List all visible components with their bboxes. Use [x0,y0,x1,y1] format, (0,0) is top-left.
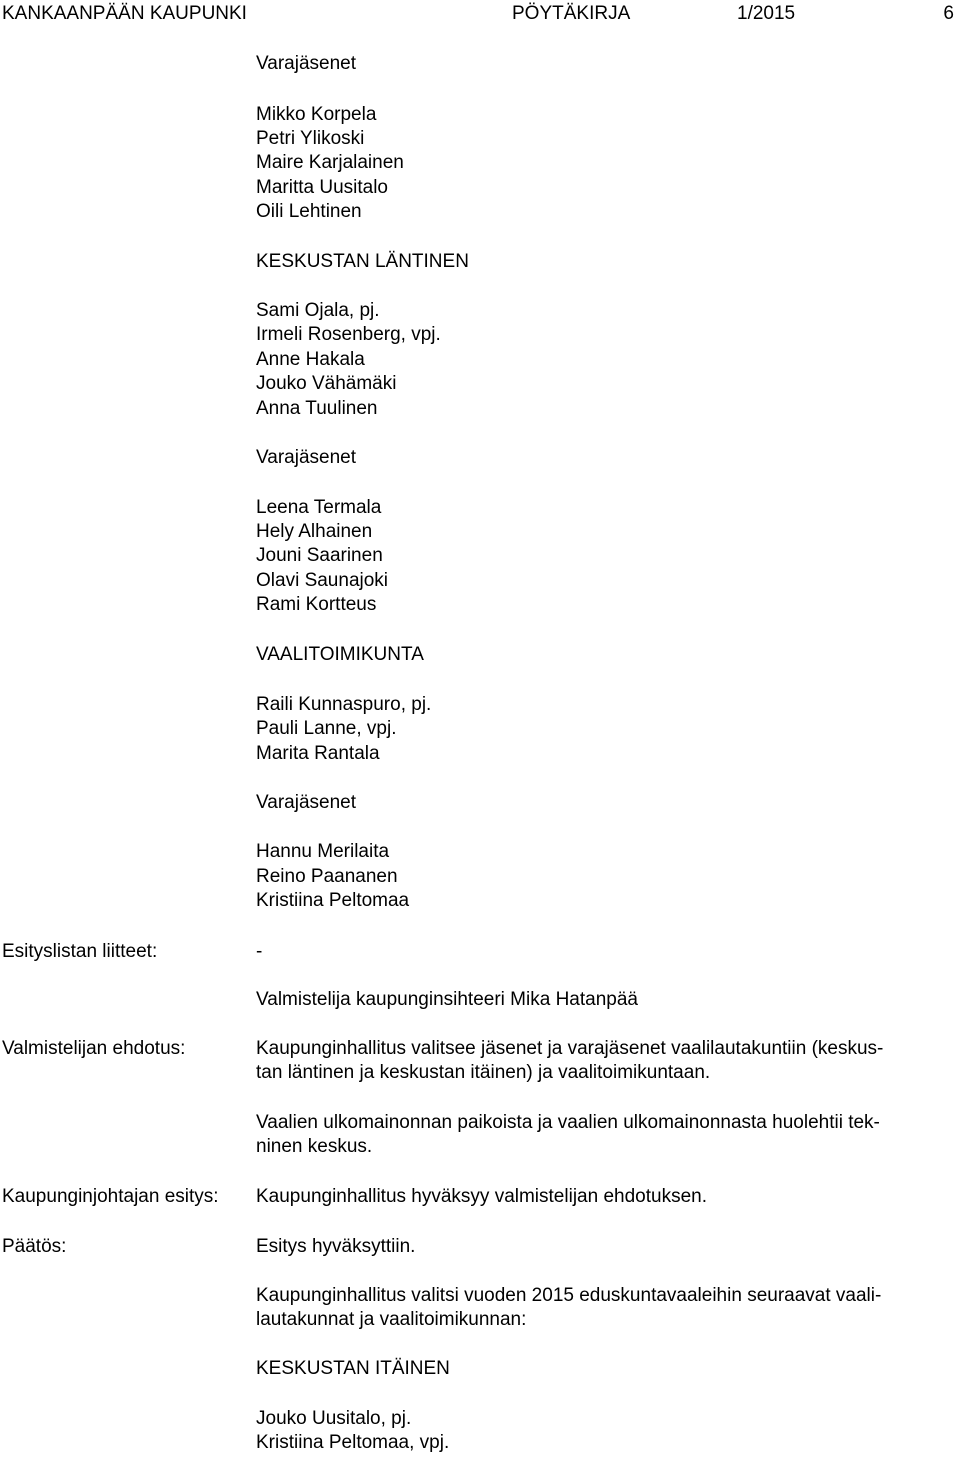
paragraph-line: Kaupunginhallitus valitsi vuoden 2015 eduskuntavaaleihin seuraavat vaali- [256,1285,882,1306]
paragraph-line: Kaupunginhallitus valitsee jäsenet ja varajäsenet vaalilautakuntiin (keskus- [256,1038,884,1059]
deputy-name: Mikko Korpela [256,104,377,125]
deputy-name: Jouni Saarinen [256,545,383,566]
document-type: PÖYTÄKIRJA [512,3,631,24]
deputy-name: Maire Karjalainen [256,152,404,173]
member-name: Sami Ojala, pj. [256,300,380,321]
deputy-name: Rami Kortteus [256,594,377,615]
member-name: Irmeli Rosenberg, vpj. [256,324,441,345]
proposal-paragraph [256,1037,956,1085]
deputies-heading: Varajäsenet [256,53,356,74]
decision-text: Esitys hyväksyttiin. [256,1236,416,1257]
deputy-name: Leena Termala [256,497,382,518]
deputy-name: Olavi Saunajoki [256,570,389,591]
member-name: Jouko Uusitalo, pj. [256,1408,412,1429]
organization-name: KANKAANPÄÄN KAUPUNKI [2,3,247,24]
deputy-name: Maritta Uusitalo [256,177,388,198]
page-number: 6 [943,3,954,24]
preparer-text: Valmistelija kaupunginsihteeri Mika Hatanpää [256,989,638,1010]
deputy-name: Hely Alhainen [256,521,373,542]
committee-heading: VAALITOIMIKUNTA [256,644,424,665]
decision-paragraph [256,1284,956,1332]
paragraph-line: Vaalien ulkomainonnan paikoista ja vaalien ulkomainonnasta huolehtii tek- [256,1112,880,1133]
mayor-proposal-text: Kaupunginhallitus hyväksyy valmistelijan ehdotuksen. [256,1186,707,1207]
member-name: Jouko Vähämäki [256,373,397,394]
paragraph-line: tan läntinen ja keskustan itäinen) ja vaalitoimikuntaan. [256,1062,711,1083]
deputy-name: Kristiina Peltomaa [256,890,410,911]
deputies-heading: Varajäsenet [256,447,356,468]
paragraph-line: ninen keskus. [256,1136,373,1157]
paragraph-line: lautakunnat ja vaalitoimikunnan: [256,1309,527,1330]
document-number: 1/2015 [737,3,796,24]
committee-heading: KESKUSTAN LÄNTINEN [256,251,469,272]
member-name: Anne Hakala [256,349,365,370]
member-name: Marita Rantala [256,743,380,764]
deputies-heading: Varajäsenet [256,792,356,813]
committee-heading: KESKUSTAN ITÄINEN [256,1358,450,1379]
member-name: Anna Tuulinen [256,398,378,419]
mayor-proposal-label: Kaupunginjohtajan esitys: [2,1186,219,1207]
deputy-name: Hannu Merilaita [256,841,390,862]
attachments-value: - [256,941,263,962]
attachments-label: Esityslistan liitteet: [2,941,158,962]
deputy-name: Reino Paananen [256,866,398,887]
deputy-name: Oili Lehtinen [256,201,362,222]
member-name: Pauli Lanne, vpj. [256,718,397,739]
proposal-label: Valmistelijan ehdotus: [2,1038,186,1059]
deputy-name: Petri Ylikoski [256,128,365,149]
member-name: Raili Kunnaspuro, pj. [256,694,432,715]
member-name: Kristiina Peltomaa, vpj. [256,1432,450,1453]
page-header [0,2,960,26]
proposal-paragraph [256,1111,956,1159]
decision-label: Päätös: [2,1236,67,1257]
